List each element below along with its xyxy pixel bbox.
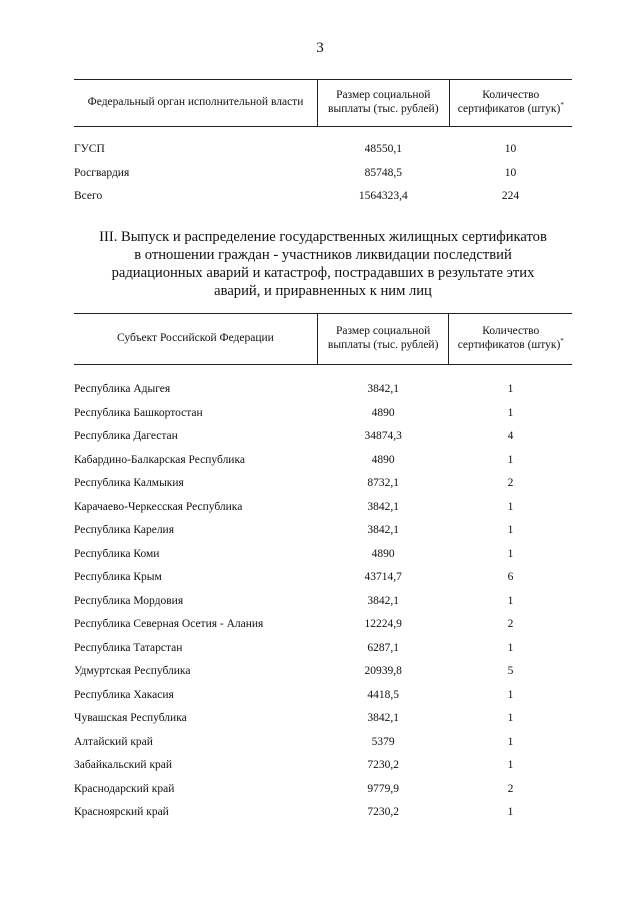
table-row [74,542,572,566]
row-amount-cell: 7230,2 [367,806,399,819]
column-header-amount: Размер социальной выплаты (тыс. рублей) [318,80,450,127]
row-name-cell: Республика Хакасия [74,688,174,701]
column-header-amount: Размер социальной выплаты (тыс. рублей) [317,314,449,365]
table-row [74,472,572,496]
row-count-cell: 1 [507,735,514,748]
row-name-cell: Республика Адыгея [74,383,171,396]
row-name-cell: Чувашская Республика [74,712,187,725]
row-name-cell: Алтайский край [74,735,153,748]
row-name-cell: Всего [74,190,103,203]
row-amount-cell: 20939,8 [364,665,402,678]
row-count-cell: 1 [507,500,514,513]
row-name-cell: Республика Татарстан [74,641,183,654]
table-row [74,448,572,472]
row-count-cell: 1 [507,547,514,560]
table-body [74,127,572,209]
row-count-cell: 6 [507,571,514,584]
table-row [74,495,572,519]
federal-agencies-table [74,79,572,208]
row-amount-cell: 3842,1 [367,712,399,725]
table-row [74,707,572,731]
row-count-cell: 1 [507,688,514,701]
table-row [74,378,572,402]
row-name-cell: Красноярский край [74,806,169,819]
footnote-mark: * [560,101,564,110]
regions-table [74,313,572,824]
table-header-row [74,314,572,365]
table-row [74,519,572,543]
column-header-count-label: Количество сертификатов (штук) [457,89,561,115]
row-name-cell: Кабардино-Балкарская Республика [74,453,245,466]
row-count-cell: 1 [507,641,514,654]
row-amount-cell: 5379 [371,735,395,748]
row-name-cell: Республика Дагестан [74,430,178,443]
table-row [74,161,572,185]
table-row [74,754,572,778]
table-row [74,138,572,162]
column-header-count-label: Количество сертификатов (штук) [457,325,561,351]
row-amount-cell: 3842,1 [367,594,399,607]
table-row [74,636,572,660]
row-name-cell: Республика Коми [74,547,160,560]
row-count-cell: 1 [507,712,514,725]
row-name-cell: Забайкальский край [74,759,173,772]
row-name-cell: Республика Башкортостан [74,406,203,419]
row-count-cell: 1 [507,524,514,537]
column-header-agency: Федеральный орган исполнительной власти [74,80,318,127]
row-name-cell: Республика Мордовия [74,594,184,607]
table-row [74,730,572,754]
row-amount-cell: 3842,1 [367,383,399,396]
table-row [74,401,572,425]
row-name-cell: ГУСП [74,143,105,156]
section-heading-line-2: в отношении граждан - участников ликвидации последствий [134,247,512,263]
row-amount-cell: 34874,3 [364,430,402,443]
section-heading [74,228,572,300]
row-amount-cell: 3842,1 [367,524,399,537]
row-name-cell: Краснодарский край [74,782,175,795]
row-name-cell: Республика Калмыкия [74,477,184,490]
row-count-cell: 5 [507,665,514,678]
column-header-count [449,314,572,365]
row-count-cell: 2 [507,618,514,631]
row-name-cell: Удмуртская Республика [74,665,191,678]
table-body [74,365,572,825]
table-row [74,660,572,684]
row-name-cell: Республика Северная Осетия - Алания [74,618,264,631]
row-name-cell: Росгвардия [74,166,130,179]
row-amount-cell: 12224,9 [364,618,402,631]
table-row [74,777,572,801]
footnote-mark: * [560,337,564,346]
table-row [74,801,572,825]
row-amount-cell: 4890 [371,453,395,466]
row-count-cell: 10 [504,166,517,179]
row-amount-cell: 6287,1 [367,641,399,654]
row-amount-cell: 8732,1 [367,477,399,490]
row-count-cell: 224 [501,190,520,203]
section-heading-line-3: радиационных аварий и катастроф, пострадавших в результате этих [111,265,535,281]
row-count-cell: 1 [507,406,514,419]
section-heading-line-4: аварий, и приравненных к ним лиц [214,283,432,299]
row-name-cell: Республика Карелия [74,524,175,537]
table-row [74,589,572,613]
row-amount-cell: 3842,1 [367,500,399,513]
table-row [74,683,572,707]
table-header-row [74,80,572,127]
column-header-count [449,80,572,127]
row-count-cell: 1 [507,383,514,396]
row-count-cell: 1 [507,759,514,772]
row-amount-cell: 9779,9 [367,782,399,795]
row-amount-cell: 1564323,4 [358,190,408,203]
row-count-cell: 10 [504,143,517,156]
row-count-cell: 2 [507,782,514,795]
row-count-cell: 4 [507,430,514,443]
row-amount-cell: 4890 [371,406,395,419]
table-row [74,425,572,449]
row-count-cell: 1 [507,806,514,819]
row-amount-cell: 4890 [371,547,395,560]
column-header-region: Субъект Российской Федерации [74,314,317,365]
page-number: 3 [316,40,324,56]
row-name-cell: Карачаево-Черкесская Республика [74,500,243,513]
table-row [74,566,572,590]
row-amount-cell: 43714,7 [364,571,402,584]
row-amount-cell: 4418,5 [367,688,399,701]
section-heading-line-1: III. Выпуск и распределение государственных жилищных сертификатов [99,229,547,245]
row-amount-cell: 7230,2 [367,759,399,772]
table-row [74,185,572,209]
row-count-cell: 1 [507,453,514,466]
row-name-cell: Республика Крым [74,571,162,584]
row-count-cell: 1 [507,594,514,607]
row-count-cell: 2 [507,477,514,490]
table-row [74,613,572,637]
row-amount-cell: 85748,5 [364,166,402,179]
row-amount-cell: 48550,1 [364,143,402,156]
